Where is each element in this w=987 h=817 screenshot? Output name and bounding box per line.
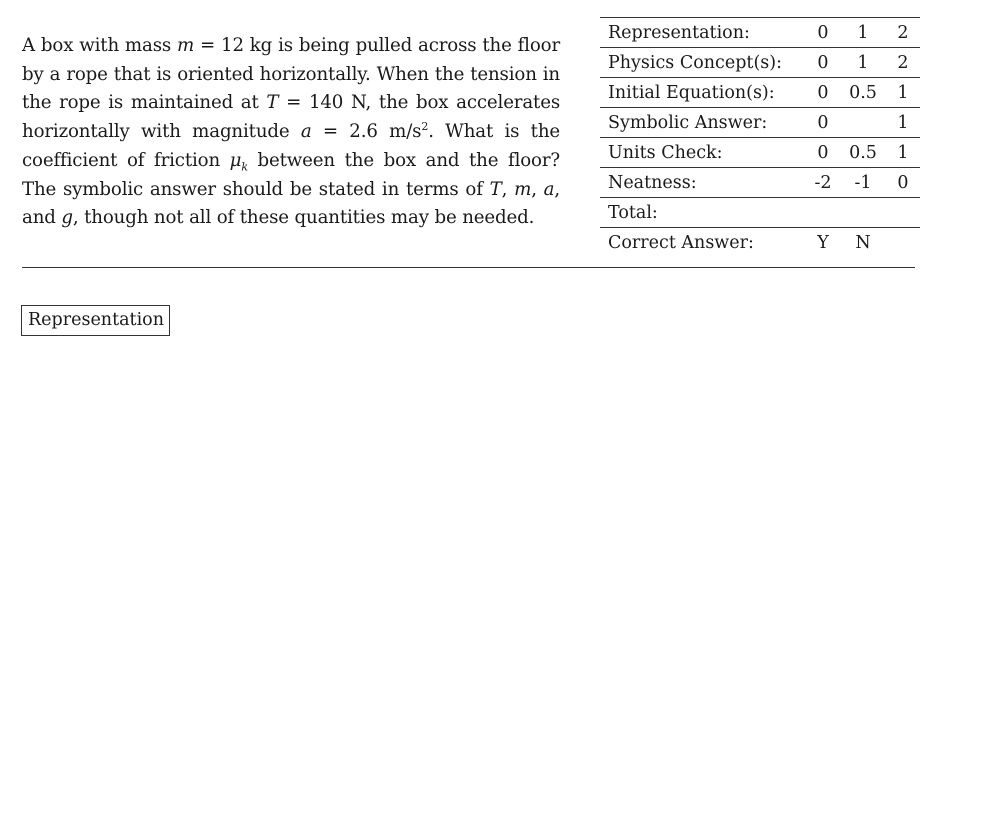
problem-text: , and — [22, 178, 560, 229]
problem-text: , — [531, 178, 544, 200]
var-m: m — [514, 178, 532, 200]
var-m: m — [177, 35, 195, 56]
rubric-row — [600, 48, 920, 78]
var-a: a — [543, 178, 555, 200]
rubric-score — [886, 228, 920, 258]
section-heading-box: Representation — [21, 305, 170, 336]
problem-text: = 12 kg is being pulled across the floor by a rope that is oriented horizontally. When the tension in the rope is maintained at — [22, 35, 560, 114]
rubric-row — [600, 228, 920, 258]
rubric-label: Symbolic Answer: — [608, 112, 768, 133]
grading-rubric — [600, 17, 920, 257]
rubric-score — [806, 198, 840, 228]
rubric-score: 0.5 — [849, 82, 877, 103]
problem-text: , though not all of these quantities may be needed. — [72, 207, 535, 229]
rubric-score: 2 — [897, 22, 909, 43]
rubric-score: 0 — [817, 52, 829, 73]
rubric-score: 2 — [897, 52, 909, 73]
rubric-score: 1 — [897, 112, 909, 133]
problem-text: . What is the coefficient of friction — [22, 121, 560, 171]
rubric-score — [886, 198, 920, 228]
var-g: g — [61, 207, 73, 229]
rubric-score — [840, 198, 886, 228]
problem-text: A box with mass — [22, 35, 178, 56]
rubric-score: 0 — [817, 112, 829, 133]
var-mu: μ — [229, 149, 242, 171]
rubric-score: 0.5 — [849, 142, 877, 163]
problem-text: , — [501, 178, 515, 200]
rubric-score: -2 — [814, 172, 832, 193]
horizontal-divider — [22, 267, 915, 268]
rubric-score: 1 — [897, 142, 909, 163]
rubric-score: -1 — [854, 172, 872, 193]
rubric-score: N — [855, 232, 871, 253]
rubric-score: 0 — [817, 22, 829, 43]
rubric-score: 1 — [857, 22, 869, 43]
rubric-row — [600, 138, 920, 168]
problem-text: = 140 N, the box accelerates horizontally with magnitude — [22, 92, 560, 143]
rubric-score — [840, 108, 886, 138]
rubric-row — [600, 168, 920, 198]
problem-text: between the box and the floor? The symbolic answer should be stated in terms of — [22, 149, 560, 200]
var-T: T — [489, 178, 502, 200]
rubric-score: 1 — [857, 52, 869, 73]
rubric-label: Correct Answer: — [608, 232, 754, 253]
rubric-row — [600, 198, 920, 228]
rubric-row — [600, 108, 920, 138]
rubric-score: Y — [817, 232, 829, 253]
rubric-row — [600, 18, 920, 48]
rubric-score: 0 — [817, 82, 829, 103]
problem-statement — [22, 32, 560, 233]
exponent: 2 — [421, 120, 429, 134]
rubric-score: 0 — [897, 172, 909, 193]
rubric-label: Neatness: — [608, 172, 697, 193]
rubric-label: Total: — [608, 202, 658, 223]
var-T: T — [266, 92, 279, 114]
rubric-score: 1 — [897, 82, 909, 103]
rubric-label: Physics Concept(s): — [608, 52, 782, 73]
rubric-label: Units Check: — [608, 142, 723, 163]
rubric-row — [600, 78, 920, 108]
var-a: a — [300, 121, 312, 143]
rubric-label: Representation: — [608, 22, 750, 43]
problem-text: = 2.6 m/s — [311, 121, 422, 143]
subscript-k: k — [241, 160, 248, 174]
rubric-label: Initial Equation(s): — [608, 82, 775, 103]
rubric-score: 0 — [817, 142, 829, 163]
